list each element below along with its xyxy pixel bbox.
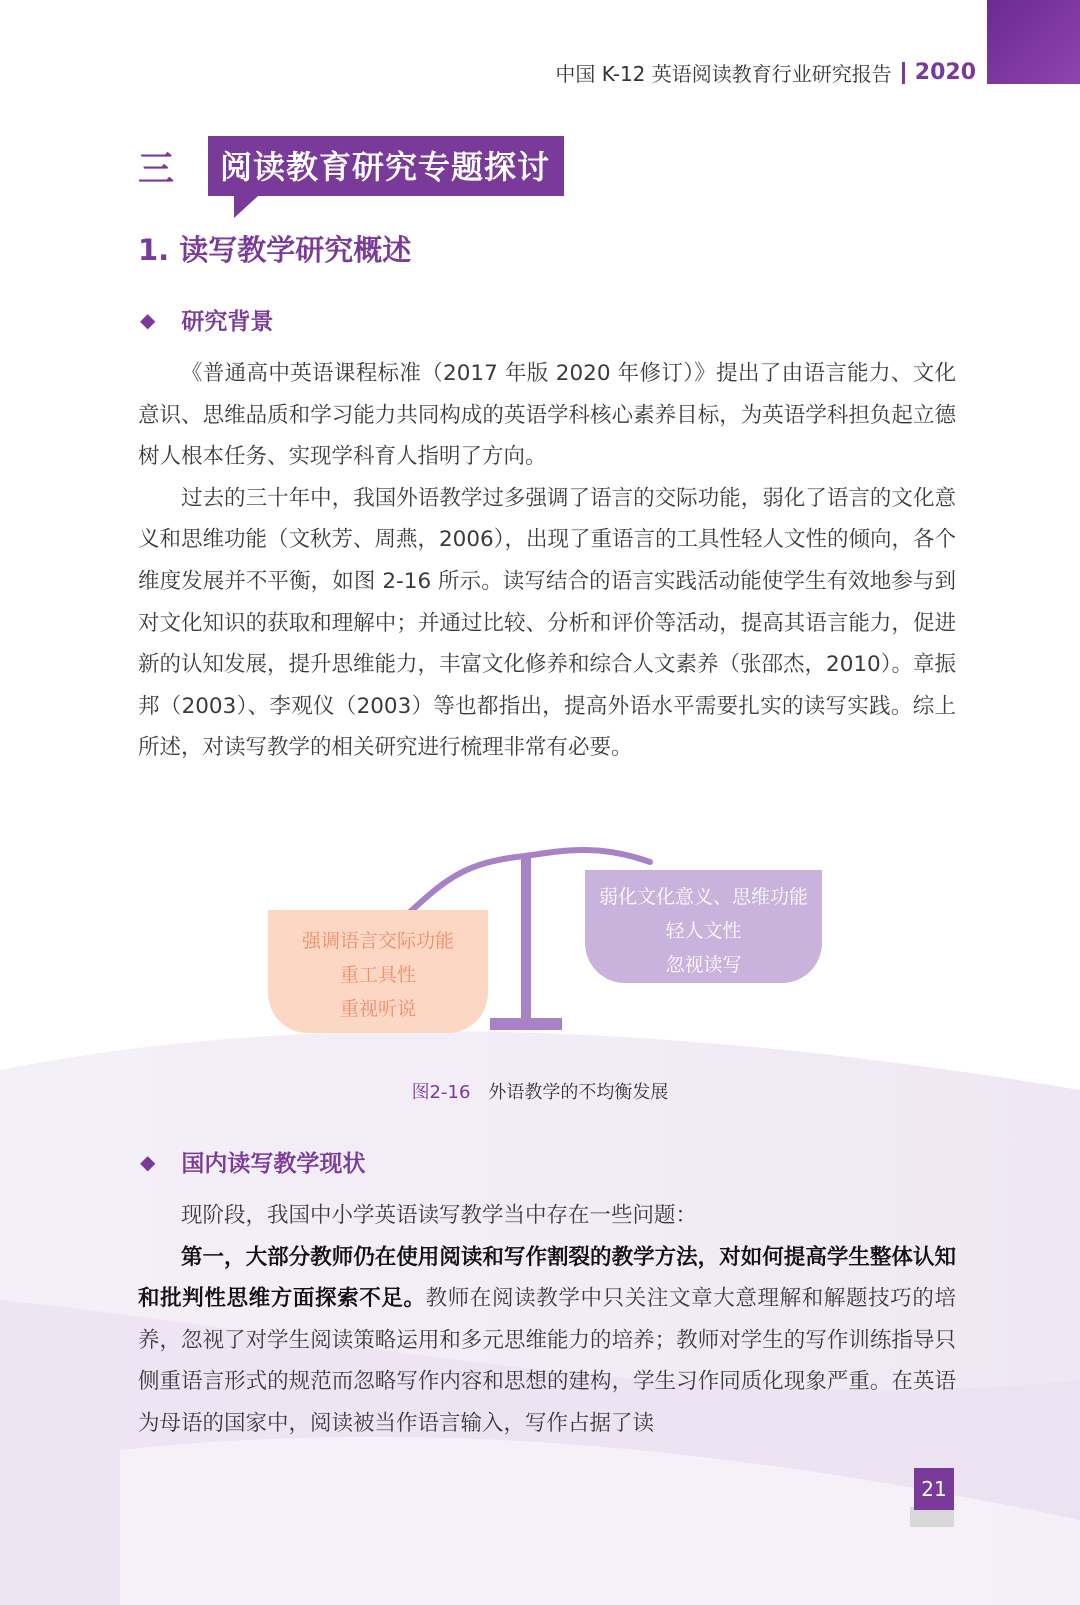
diamond-bullet-icon: ◆: [140, 307, 156, 332]
right-pan-label: 轻人文性: [665, 920, 742, 942]
report-title: 中国 K-12 英语阅读教育行业研究报告: [555, 62, 892, 86]
left-pan-label: 重工具性: [339, 964, 416, 986]
header-separator: [902, 62, 905, 84]
right-pan-label: 忽视读写: [665, 954, 742, 976]
diamond-bullet-icon: ◆: [140, 1149, 156, 1174]
chapter-title: 阅读教育研究专题探讨: [208, 136, 564, 196]
paragraph-intro: 现阶段，我国中小学英语读写教学当中存在一些问题：: [181, 1203, 698, 1228]
chapter-heading: [138, 136, 564, 196]
paragraph: 过去的三十年中，我国外语教学过多强调了语言的交际功能，弱化了语言的文化意义和思维功能（文秋芳、周燕，2006），出现了重语言的工具性轻人文性的倾向，各个维度发展并不平衡，如图 2-16 所示。读写结合的语言实践活动能使学生有效地参与到对文化知识的获取和理解中；并通过比较、分析和评价等活动，提高其语言能力，促进新的认知发展，提升思维能力，丰富文化修养和综合人文素养（张邵杰，2010）。章振邦（2003）、李观仪（2003）等也都指出，提高外语水平需要扎实的读写实践。综上所述，对读写教学的相关研究进行梳理非常有必要。: [138, 485, 956, 761]
paragraph: 《普通高中英语课程标准（2017 年版 2020 年修订）》提出了由语言能力、文化意识、思维品质和学习能力共同构成的英语学科核心素养目标，为英语学科担负起立德树人根本任务、实现学科育人指明了方向。: [138, 361, 956, 470]
left-pan-label: 重视听说: [339, 998, 416, 1020]
left-pan-label: 强调语言交际功能: [301, 930, 454, 952]
page-number-shadow: [910, 1507, 954, 1527]
background-paragraphs: [138, 353, 956, 769]
paragraph-point-one: [138, 1237, 956, 1445]
subsection-heading-text: 国内读写教学现状: [181, 1151, 366, 1177]
figure-caption-text: 外语教学的不均衡发展: [488, 1082, 669, 1103]
left-scale-pan: [268, 910, 488, 1033]
corner-accent-block: [987, 0, 1080, 84]
page-number: 21: [914, 1468, 954, 1510]
subsection-heading-text: 研究背景: [181, 309, 274, 335]
balance-figure: [260, 840, 840, 1040]
right-scale-pan: [585, 870, 822, 983]
report-year: 2020: [914, 60, 976, 85]
current-status-paragraphs: [138, 1195, 956, 1445]
figure-number: 图2-16: [411, 1082, 471, 1103]
subsection-heading-current-status: [140, 1145, 365, 1178]
right-pan-label: 弱化文化意义、思维功能: [598, 886, 808, 908]
point-bold-text: 第一，大部分教师仍在使用阅读和写作割裂的教学方法，对如何提高学生整体认知和批判性思维方面探索不足。: [138, 1244, 956, 1312]
running-header: [555, 58, 976, 87]
point-body-text: 教师在阅读教学中只关注文章大意理解和解题技巧的培养，忽视了对学生阅读策略运用和多元思维能力的培养；教师对学生的写作训练指导只侧重语言形式的规范而忽略写作内容和思想的建构，学生习作同质化现象严重。在英语为母语的国家中，阅读被当作语言输入，写作占据了读: [138, 1286, 956, 1436]
chapter-number: 三: [138, 148, 175, 190]
section-title: 1. 读写教学研究概述: [138, 233, 412, 267]
figure-caption: [0, 1078, 1080, 1104]
subsection-heading-background: [140, 303, 273, 336]
